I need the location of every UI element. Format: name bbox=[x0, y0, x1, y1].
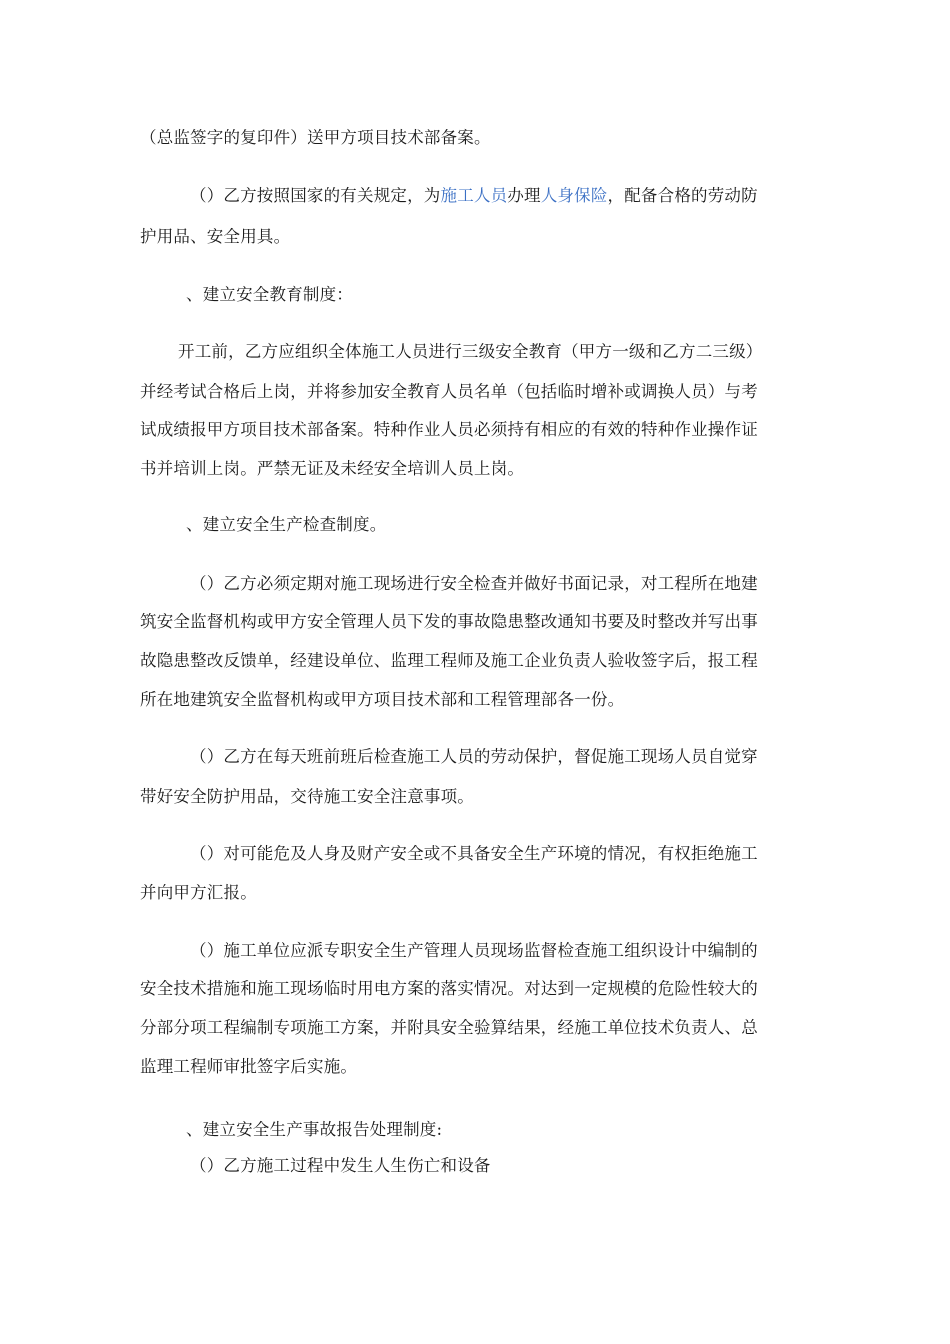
paragraph-line: （）乙方施工过程中发生人生伤亡和设备 bbox=[190, 1156, 491, 1175]
paragraph-line: 分部分项工程编制专项施工方案，并附具安全验算结果，经施工单位技术负责人、总 bbox=[140, 1018, 758, 1037]
paragraph-line: （）乙方必须定期对施工现场进行安全检查并做好书面记录，对工程所在地建 bbox=[190, 574, 758, 593]
text-run: 办理 bbox=[507, 186, 541, 205]
paragraph-line: （）施工单位应派专职安全生产管理人员现场监督检查施工组织设计中编制的 bbox=[190, 941, 758, 960]
paragraph-line: 带好安全防护用品，交待施工安全注意事项。 bbox=[140, 787, 474, 806]
paragraph-line: 安全技术措施和施工现场临时用电方案的落实情况。对达到一定规模的危险性较大的 bbox=[140, 979, 758, 998]
paragraph-line bbox=[190, 184, 820, 208]
paragraph-line: 所在地建筑安全监督机构或甲方项目技术部和工程管理部各一份。 bbox=[140, 690, 625, 709]
section-heading: 、建立安全生产事故报告处理制度: bbox=[186, 1120, 443, 1139]
paragraph-line: 并经考试合格后上岗，并将参加安全教育人员名单（包括临时增补或调换人员）与考 bbox=[140, 382, 758, 401]
text-run: （）乙方按照国家的有关规定，为 bbox=[190, 186, 441, 205]
paragraph-line: 书并培训上岗。严禁无证及未经安全培训人员上岗。 bbox=[140, 459, 525, 478]
construction-personnel-link[interactable]: 施工人员 bbox=[440, 186, 508, 205]
paragraph-line: 监理工程师审批签字后实施。 bbox=[140, 1057, 358, 1076]
text-run: ，配备合格的劳动防 bbox=[607, 186, 758, 205]
paragraph-line: （总监签字的复印件）送甲方项目技术部备案。 bbox=[140, 128, 491, 147]
personal-insurance-link[interactable]: 人身保险 bbox=[540, 186, 608, 205]
paragraph-line: 故隐患整改反馈单，经建设单位、监理工程师及施工企业负责人验收签字后，报工程 bbox=[140, 651, 758, 670]
paragraph-line: （）乙方在每天班前班后检查施工人员的劳动保护，督促施工现场人员自觉穿 bbox=[190, 747, 758, 766]
section-heading: 、建立安全教育制度： bbox=[186, 285, 353, 304]
paragraph-line: 护用品、安全用具。 bbox=[140, 227, 291, 246]
paragraph-line: 开工前，乙方应组织全体施工人员进行三级安全教育（甲方一级和乙方二三级） bbox=[178, 342, 763, 361]
paragraph-line: 筑安全监督机构或甲方安全管理人员下发的事故隐患整改通知书要及时整改并写出事 bbox=[140, 612, 758, 631]
section-heading: 、建立安全生产检查制度。 bbox=[186, 515, 387, 534]
paragraph-line: 试成绩报甲方项目技术部备案。特种作业人员必须持有相应的有效的特种作业操作证 bbox=[140, 420, 758, 439]
paragraph-line: 并向甲方汇报。 bbox=[140, 883, 257, 902]
paragraph-line: （）对可能危及人身及财产安全或不具备安全生产环境的情况，有权拒绝施工 bbox=[190, 844, 758, 863]
